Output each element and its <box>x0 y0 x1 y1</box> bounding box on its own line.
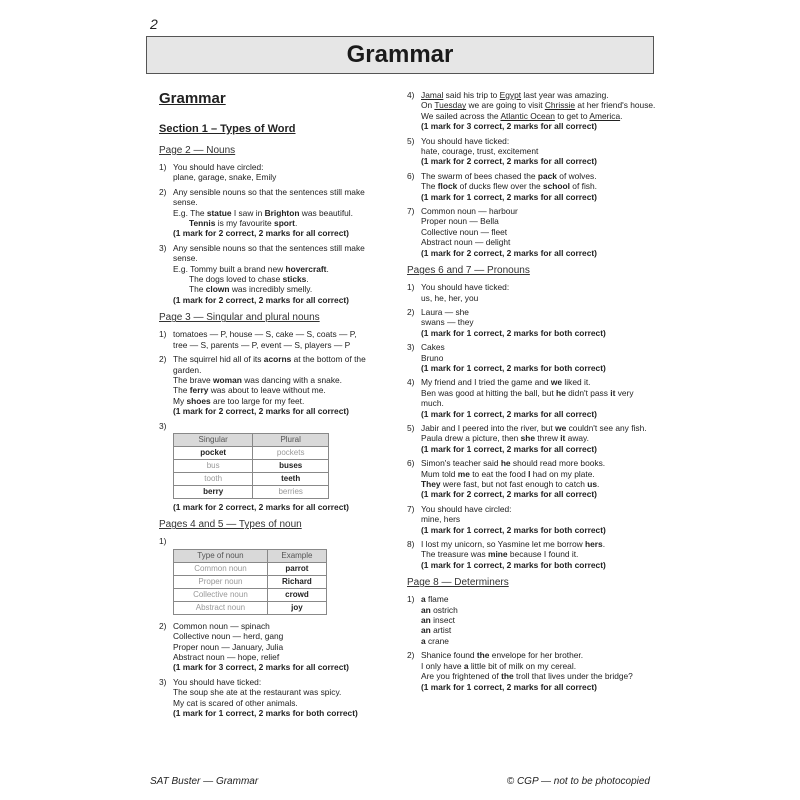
grammar-heading: Grammar <box>159 90 226 107</box>
table-row: Proper noun Richard <box>174 575 327 588</box>
title-banner <box>146 36 654 74</box>
answer-item: 8) I lost my unicorn, so Yasmine let me borrow hers. The treasure was mine because I found it. (1 mark for 1 correct, 2 marks for both correct) <box>407 539 606 570</box>
page-number: 2 <box>150 16 158 32</box>
answer-item: 1) a flame an ostrich an insect an artist a crane <box>407 594 458 646</box>
table-row: Collective noun crowd <box>174 588 327 601</box>
page-title: Grammar <box>346 41 454 68</box>
page-heading-nouns: Page 2 — Nouns <box>159 145 236 156</box>
footer-copyright: © CGP — not to be photocopied <box>506 776 650 787</box>
answer-item: 1) You should have ticked: us, he, her, you <box>407 282 510 303</box>
answer-item: 1) <box>159 536 167 547</box>
answer-item: 2) Shanice found the envelope for her brother. I only have a little bit of milk on my cereal. Are you frightened of the troll that lives under the bridge? (1 mark for 1 correct, 2 marks for all correct) <box>407 650 633 692</box>
answer-item: 2) Any sensible nouns so that the sentences still make sense. E.g. The statue I saw in Brighton was beautiful. Tennis is my favourite sport. (1 mark for 2 correct, 2 marks for all correct) <box>159 186 365 239</box>
right-column <box>407 90 657 696</box>
answer-item: 3) <box>159 420 167 431</box>
answer-item: 2) Laura — she swans — they (1 mark for 1 correct, 2 marks for both correct) <box>407 306 606 338</box>
singular-plural-table <box>173 433 329 499</box>
answer-item: 2) Common noun — spinach Collective noun — herd, gang Proper noun — January, Julia Abstract noun — hope, relief (1 mark for 3 correct, 2 marks for all correct) <box>159 620 349 673</box>
table-row: tooth teeth <box>174 472 329 485</box>
answer-item: 1) You should have circled: plane, garage, snake, Emily <box>159 162 277 183</box>
answer-item: 3) You should have ticked: The soup she ate at the restaurant was spicy. My cat is scared of other animals. (1 mark for 1 correct, 2 marks for both correct) <box>159 676 358 718</box>
answer-item: 7) You should have circled: mine, hers (1 mark for 1 correct, 2 marks for both correct) <box>407 503 606 535</box>
answer-item: 7) Common noun — harbour Proper noun — Bella Collective noun — fleet Abstract noun — delight (1 mark for 2 correct, 2 marks for all correct) <box>407 206 597 258</box>
section-heading: Section 1 – Types of Word <box>159 123 296 135</box>
footer-book-title: SAT Buster — Grammar <box>150 776 259 787</box>
page-heading-pronouns: Pages 6 and 7 — Pronouns <box>407 265 530 277</box>
table-row: bus buses <box>174 459 329 472</box>
answer-item: 4) My friend and I tried the game and we liked it. Ben was good at hitting the ball, but he didn't pass it very much. (1 mark for 1 correct, 2 marks for all correct) <box>407 377 634 419</box>
table-row: Abstract noun joy <box>174 601 327 614</box>
answer-item: 4) Jamal said his trip to Egypt last year was amazing. On Tuesday we are going to visit Chrissie at her friend's house. We sailed across the Atlantic Ocean to get to America. (1 mark for 3 correct, 2 marks for all correct) <box>407 90 656 132</box>
table-header: Singular <box>174 433 253 446</box>
answer-item: 1) tomatoes — P, house — S, cake — S, coats — P, tree — S, parents — P, event — S, players — P <box>159 329 357 350</box>
table-row: pocket pockets <box>174 446 329 459</box>
table-header: Type of noun <box>174 549 268 562</box>
answer-item: 2) The squirrel hid all of its acorns at the bottom of the garden. The brave woman was dancing with a snake. The ferry was about to leave without me. My shoes are too large for my feet. (1 mark for 2 correct, 2 marks for all correct) <box>159 354 366 417</box>
answer-item: 5) Jabir and I peered into the river, but we couldn't see any fish. Paula drew a picture, then she threw it away. (1 mark for 1 correct, 2 marks for all correct) <box>407 422 647 454</box>
table-row: berry berries <box>174 485 329 498</box>
left-column <box>159 90 389 722</box>
table-row: Common noun parrot <box>174 562 327 575</box>
answer-item: 6) The swarm of bees chased the pack of wolves. The flock of ducks flew over the school of fish. (1 mark for 1 correct, 2 marks for all correct) <box>407 170 597 202</box>
table-header: Example <box>267 549 326 562</box>
page-heading-plural: Page 3 — Singular and plural nouns <box>159 312 320 324</box>
answer-item: 3) Cakes Bruno (1 mark for 1 correct, 2 marks for both correct) <box>407 342 606 373</box>
mark-note: (1 mark for 2 correct, 2 marks for all correct) <box>173 501 349 512</box>
answer-item: 6) Simon's teacher said he should read more books. Mum told me to eat the food I had on my plate. They were fast, but not fast enough to catch us. (1 mark for 2 correct, 2 marks for all correct) <box>407 458 606 500</box>
types-of-noun-table <box>173 549 327 615</box>
answer-item: 3) Any sensible nouns so that the sentences still make sense. E.g. Tommy built a brand new hovercraft. The dogs loved to chase sticks. The clown was incredibly smelly. (1 mark for 2 correct, 2 marks for all correct) <box>159 242 365 305</box>
answer-item: 5) You should have ticked: hate, courage, trust, excitement (1 mark for 2 correct, 2 marks for all correct) <box>407 135 597 167</box>
table-header: Plural <box>253 433 329 446</box>
page-heading-determiners: Page 8 — Determiners <box>407 577 509 589</box>
page-heading-types: Pages 4 and 5 — Types of noun <box>159 519 302 531</box>
